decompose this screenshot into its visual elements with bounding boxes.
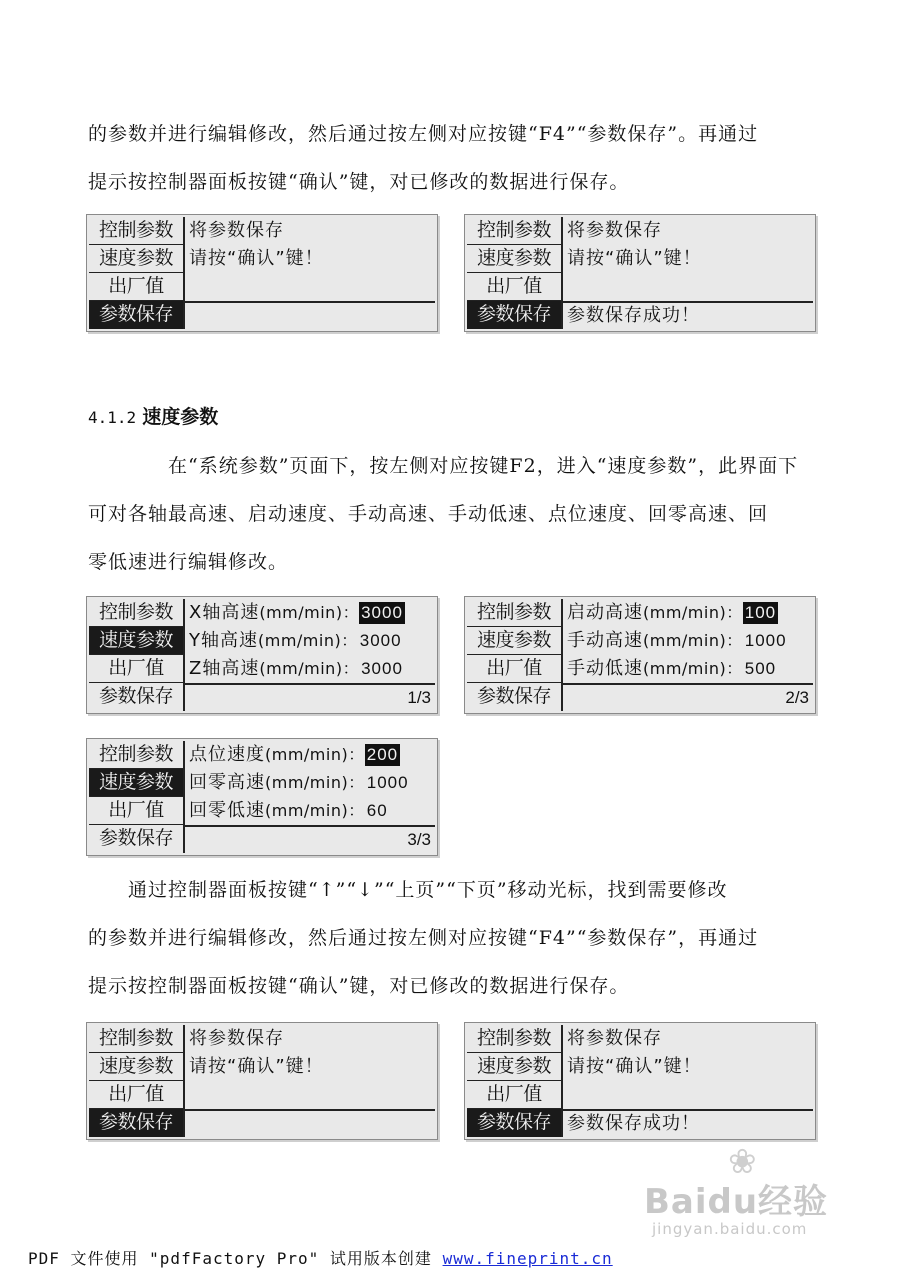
menu-save-params[interactable]: 参数保存 bbox=[89, 683, 183, 711]
paragraph-1-line-2: 提示按控制器面板按键“确认”键，对已修改的数据进行保存。 bbox=[88, 171, 630, 193]
watermark-brand: Baidu经验 bbox=[644, 1182, 829, 1222]
speed-row bbox=[189, 627, 433, 655]
speed-row bbox=[567, 655, 811, 683]
footer-text: PDF 文件使用 "pdfFactory Pro" 试用版本创建 bbox=[28, 1249, 443, 1268]
speed-value-input[interactable]: 3000 bbox=[361, 659, 403, 678]
save-title: 将参数保存 bbox=[567, 220, 662, 241]
speed-value-input[interactable]: 200 bbox=[366, 745, 399, 764]
speed-label: 回零高速 bbox=[189, 772, 265, 793]
menu-factory-values[interactable]: 出厂值 bbox=[89, 1081, 183, 1109]
save-title: 将参数保存 bbox=[189, 1028, 284, 1049]
menu-factory-values[interactable]: 出厂值 bbox=[89, 797, 183, 825]
speed-label: 手动低速 bbox=[567, 658, 643, 679]
menu-save-params[interactable]: 参数保存 bbox=[89, 301, 183, 329]
speed-label: 手动高速 bbox=[567, 630, 643, 651]
section-number: 4.1.2 bbox=[88, 408, 137, 427]
speed-unit: (mm/min)： bbox=[259, 659, 360, 678]
speed-unit: (mm/min)： bbox=[258, 631, 358, 650]
speed-row bbox=[189, 655, 433, 683]
menu-save-params[interactable]: 参数保存 bbox=[89, 1109, 183, 1137]
lcd-speed-page-2 bbox=[464, 596, 816, 714]
speed-value-input[interactable]: 3000 bbox=[361, 603, 403, 622]
speed-label: X轴高速 bbox=[189, 602, 260, 623]
speed-row bbox=[567, 627, 811, 655]
speed-unit: (mm/min)： bbox=[643, 603, 743, 622]
lcd-speed-page-1 bbox=[86, 596, 438, 714]
speed-row bbox=[189, 599, 433, 627]
save-title: 将参数保存 bbox=[567, 1028, 662, 1049]
speed-value-input[interactable]: 3000 bbox=[359, 631, 402, 650]
watermark-site: jingyan.baidu.com bbox=[652, 1220, 808, 1238]
lcd-save-success-2 bbox=[464, 1022, 816, 1140]
speed-value-input[interactable]: 100 bbox=[744, 603, 777, 622]
save-confirm-prompt: 请按“确认”键！ bbox=[567, 248, 702, 269]
menu-speed-params[interactable]: 速度参数 bbox=[89, 245, 183, 273]
speed-label: 启动高速 bbox=[567, 602, 643, 623]
section-heading bbox=[88, 402, 218, 433]
speed-row bbox=[189, 769, 433, 797]
menu-speed-params[interactable]: 速度参数 bbox=[89, 627, 183, 655]
speed-unit: (mm/min)： bbox=[259, 603, 360, 622]
section-title: 速度参数 bbox=[142, 406, 219, 428]
menu-control-params[interactable]: 控制参数 bbox=[89, 217, 183, 245]
speed-unit: (mm/min)： bbox=[643, 631, 743, 650]
lcd-save-prompt-2 bbox=[86, 1022, 438, 1140]
paragraph-2-line-2: 可对各轴最高速、启动速度、手动高速、手动低速、点位速度、回零高速、回 bbox=[88, 503, 769, 525]
fineprint-link[interactable]: www.fineprint.cn bbox=[442, 1249, 613, 1268]
paragraph-2-line-1: 在“系统参数”页面下，按左侧对应按键F2，进入“速度参数”，此界面下 bbox=[168, 455, 799, 477]
paw-icon: ❀ bbox=[728, 1142, 757, 1182]
menu-speed-params[interactable]: 速度参数 bbox=[89, 769, 183, 797]
save-title: 将参数保存 bbox=[189, 220, 284, 241]
menu-save-params[interactable]: 参数保存 bbox=[467, 301, 561, 329]
menu-control-params[interactable]: 控制参数 bbox=[89, 741, 183, 769]
paragraph-3-line-2: 的参数并进行编辑修改，然后通过按左侧对应按键“F4”“参数保存”，再通过 bbox=[88, 927, 759, 949]
menu-factory-values[interactable]: 出厂值 bbox=[467, 1081, 561, 1109]
speed-unit: (mm/min)： bbox=[643, 659, 743, 678]
paragraph-3-line-3: 提示按控制器面板按键“确认”键，对已修改的数据进行保存。 bbox=[88, 975, 630, 997]
speed-value-input[interactable]: 500 bbox=[744, 659, 777, 678]
lcd-save-success-1 bbox=[464, 214, 816, 332]
paragraph-1-line-1: 的参数并进行编辑修改，然后通过按左侧对应按键“F4”“参数保存”。再通过 bbox=[88, 123, 759, 145]
speed-value-input[interactable]: 1000 bbox=[366, 773, 409, 792]
page-indicator: 2/3 bbox=[785, 688, 809, 707]
lcd-speed-page-3 bbox=[86, 738, 438, 856]
menu-speed-params[interactable]: 速度参数 bbox=[467, 627, 561, 655]
speed-label: 点位速度 bbox=[189, 744, 265, 765]
save-confirm-prompt: 请按“确认”键！ bbox=[567, 1056, 702, 1077]
speed-unit: (mm/min)： bbox=[265, 745, 365, 764]
save-success-message: 参数保存成功！ bbox=[567, 305, 700, 326]
paragraph-1 bbox=[88, 110, 818, 206]
save-success-message: 参数保存成功！ bbox=[567, 1113, 700, 1134]
save-confirm-prompt: 请按“确认”键！ bbox=[189, 1056, 324, 1077]
baidu-watermark bbox=[632, 1140, 852, 1240]
menu-control-params[interactable]: 控制参数 bbox=[89, 1025, 183, 1053]
menu-control-params[interactable]: 控制参数 bbox=[467, 217, 561, 245]
menu-save-params[interactable]: 参数保存 bbox=[467, 1109, 561, 1137]
menu-save-params[interactable]: 参数保存 bbox=[467, 683, 561, 711]
menu-control-params[interactable]: 控制参数 bbox=[467, 599, 561, 627]
paragraph-3 bbox=[88, 866, 818, 1010]
menu-speed-params[interactable]: 速度参数 bbox=[467, 245, 561, 273]
menu-factory-values[interactable]: 出厂值 bbox=[89, 273, 183, 301]
speed-label: Y轴高速 bbox=[189, 630, 258, 651]
menu-speed-params[interactable]: 速度参数 bbox=[89, 1053, 183, 1081]
speed-row bbox=[189, 797, 433, 825]
speed-value-input[interactable]: 1000 bbox=[744, 631, 787, 650]
page-indicator: 3/3 bbox=[407, 830, 431, 849]
speed-value-input[interactable]: 60 bbox=[366, 801, 388, 820]
paragraph-2-line-3: 零低速进行编辑修改。 bbox=[88, 551, 289, 573]
menu-speed-params[interactable]: 速度参数 bbox=[467, 1053, 561, 1081]
pdf-footer bbox=[28, 1246, 613, 1269]
menu-control-params[interactable]: 控制参数 bbox=[467, 1025, 561, 1053]
lcd-save-prompt-1 bbox=[86, 214, 438, 332]
speed-label: Z轴高速 bbox=[189, 658, 260, 679]
menu-factory-values[interactable]: 出厂值 bbox=[467, 273, 561, 301]
speed-row bbox=[567, 599, 811, 627]
speed-unit: (mm/min)： bbox=[265, 773, 365, 792]
speed-row bbox=[189, 741, 433, 769]
paragraph-2 bbox=[88, 442, 818, 586]
speed-label: 回零低速 bbox=[189, 800, 265, 821]
menu-factory-values[interactable]: 出厂值 bbox=[89, 655, 183, 683]
save-confirm-prompt: 请按“确认”键！ bbox=[189, 248, 324, 269]
menu-factory-values[interactable]: 出厂值 bbox=[467, 655, 561, 683]
page-indicator: 1/3 bbox=[407, 688, 431, 707]
speed-unit: (mm/min)： bbox=[265, 801, 365, 820]
menu-save-params[interactable]: 参数保存 bbox=[89, 825, 183, 853]
menu-control-params[interactable]: 控制参数 bbox=[89, 599, 183, 627]
paragraph-3-line-1: 通过控制器面板按键“↑”“↓”“上页”“下页”移动光标，找到需要修改 bbox=[128, 879, 728, 901]
